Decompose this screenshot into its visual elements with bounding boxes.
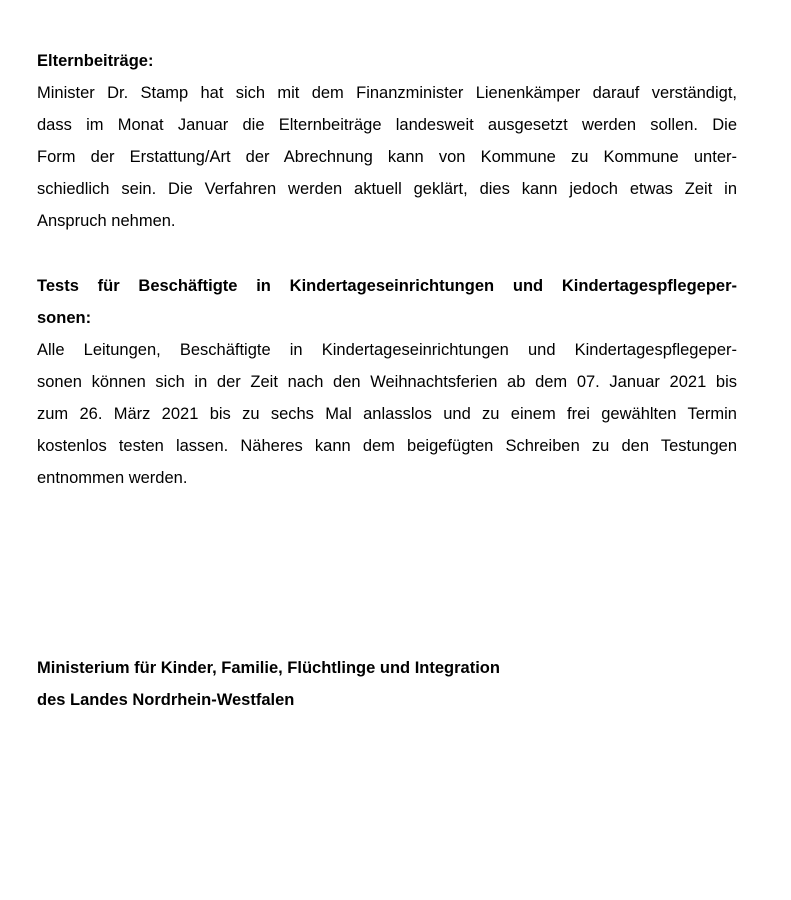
paragraph-line: Anspruch nehmen.: [37, 212, 176, 230]
paragraph-line: Minister Dr. Stamp hat sich mit dem Finanzminister Lienenkämper darauf verständigt,: [37, 84, 737, 102]
paragraph-line: dass im Monat Januar die Elternbeiträge landesweit ausgesetzt werden sollen. Die: [37, 116, 737, 134]
section-heading: Elternbeiträge:: [37, 52, 154, 70]
section-elternbeitraege: [37, 45, 737, 237]
ministry-state: des Landes Nordrhein-Westfalen: [37, 691, 295, 709]
section-heading: Tests für Beschäftigte in Kindertageseinrichtungen und Kindertagespflegeper-: [37, 277, 737, 295]
section-tests: [37, 270, 737, 494]
paragraph-line: sonen können sich in der Zeit nach den Weihnachtsferien ab dem 07. Januar 2021 bis: [37, 373, 737, 391]
paragraph-line: zum 26. März 2021 bis zu sechs Mal anlasslos und zu einem frei gewählten Termin: [37, 405, 737, 423]
paragraph-line: Form der Erstattung/Art der Abrechnung kann von Kommune zu Kommune unter-: [37, 148, 737, 166]
paragraph-line: schiedlich sein. Die Verfahren werden aktuell geklärt, dies kann jedoch etwas Zeit in: [37, 180, 737, 198]
paragraph-line: entnommen werden.: [37, 469, 188, 487]
signature-block: [37, 652, 737, 716]
paragraph-line: kostenlos testen lassen. Näheres kann dem beigefügten Schreiben zu den Testungen: [37, 437, 737, 455]
section-heading: sonen:: [37, 309, 92, 327]
paragraph-line: Alle Leitungen, Beschäftigte in Kindertageseinrichtungen und Kindertagespflegeper-: [37, 341, 737, 359]
ministry-name: Ministerium für Kinder, Familie, Flüchtlinge und Integration: [37, 659, 500, 677]
